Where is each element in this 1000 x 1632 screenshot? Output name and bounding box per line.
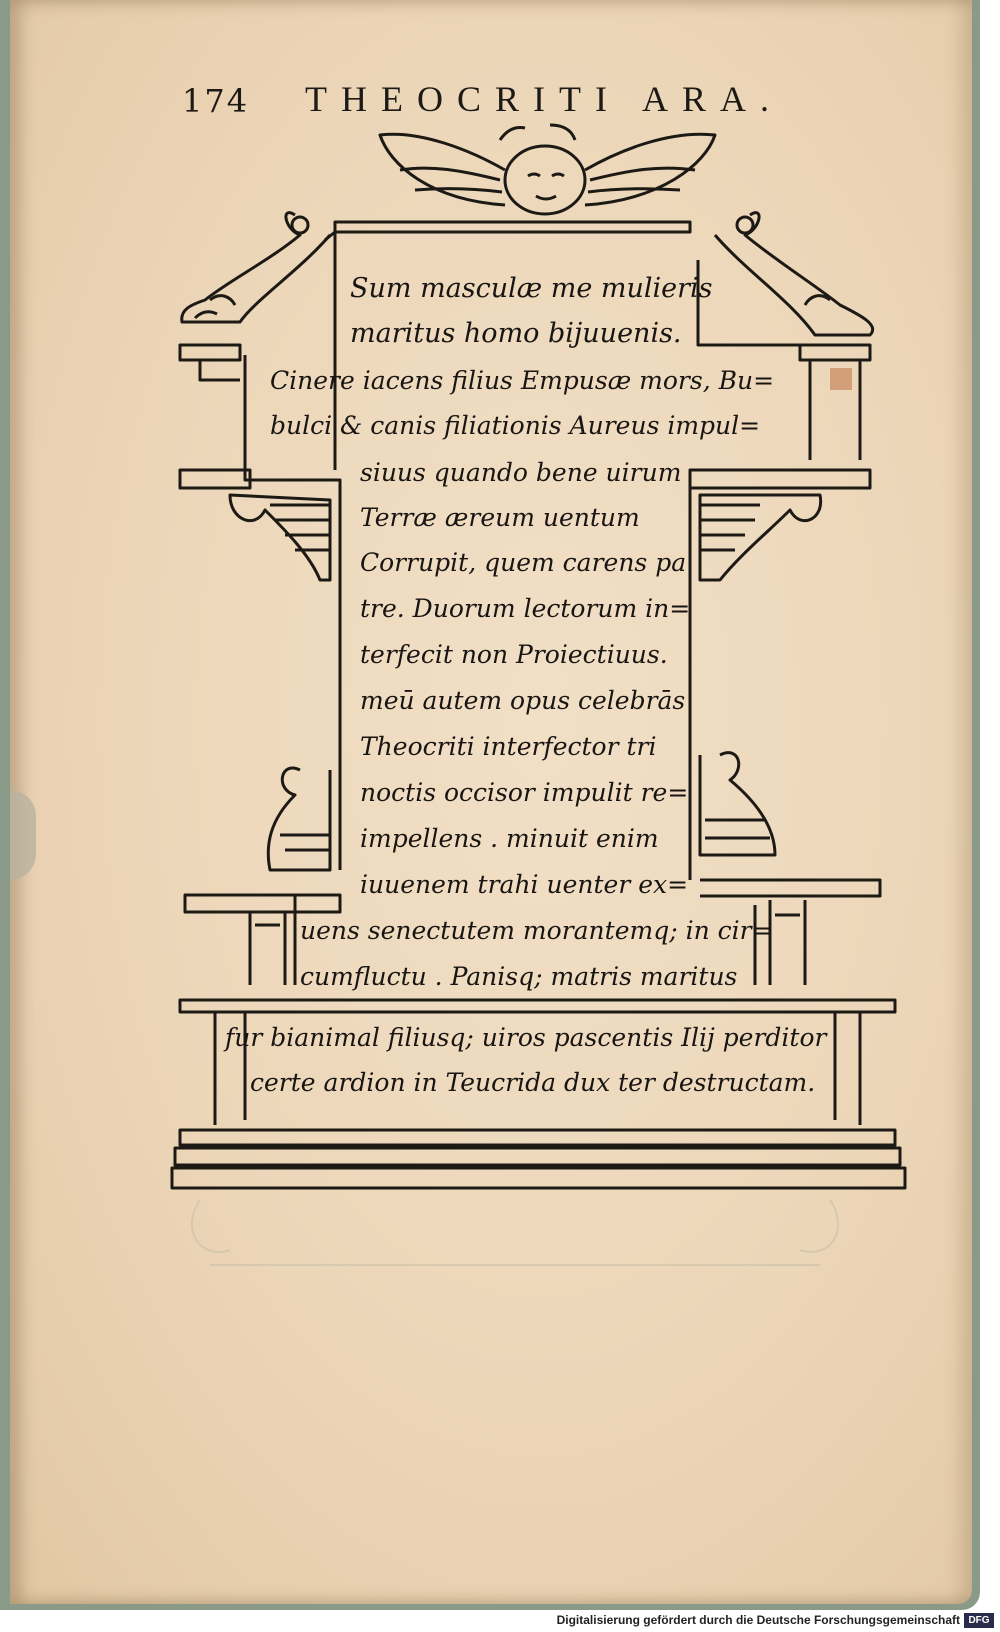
- poem-line-11: Theocriti interfector tri: [360, 732, 657, 761]
- poem-line-4: bulci & canis filiationis Aureus impul=: [270, 411, 761, 440]
- page-number: 174: [182, 82, 250, 120]
- poem-line-1: Sum masculæ me mulieris: [350, 273, 713, 304]
- poem-line-14: iuuenem trahi uenter ex=: [360, 870, 689, 899]
- poem-line-2: maritus homo bijuuenis.: [350, 318, 682, 349]
- poem-line-10: meū autem opus celebrās: [360, 686, 686, 715]
- poem-line-17: fur bianimal filiusq; uiros pascentis Ilij perditor: [225, 1023, 827, 1052]
- poem-line-9: terfecit non Proiectiuus.: [360, 640, 668, 669]
- winged-cherub-icon: [380, 125, 715, 214]
- poem-line-3: Cinere iacens filius Empusæ mors, Bu=: [270, 366, 775, 395]
- poem-line-16: cumfluctu . Panisq; matris maritus: [300, 962, 738, 991]
- poem-line-18: certe ardion in Teucrida dux ter destructam.: [250, 1068, 816, 1097]
- poem-line-15: uens senectutem morantemq; in cir=: [300, 916, 773, 945]
- poem-line-13: impellens . minuit enim: [360, 824, 659, 853]
- footer-credit: Digitalisierung gefördert durch die Deutsche Forschungsgemeinschaft: [556, 1613, 960, 1627]
- footer: [0, 1610, 1000, 1632]
- dfg-logo: DFG: [964, 1613, 994, 1628]
- poem-line-8: tre. Duorum lectorum in=: [360, 594, 691, 623]
- running-head: THEOCRITI ARA.: [305, 79, 783, 119]
- dolphin-right-icon: [715, 213, 873, 335]
- poem-line-7: Corrupit, quem carens pa: [360, 548, 687, 577]
- poem-line-5: siuus quando bene uirum: [360, 458, 682, 487]
- poem-line-12: noctis occisor impulit re=: [360, 778, 689, 807]
- poem-line-6: Terræ æreum uentum: [360, 503, 640, 532]
- dolphin-left-icon: [182, 213, 330, 322]
